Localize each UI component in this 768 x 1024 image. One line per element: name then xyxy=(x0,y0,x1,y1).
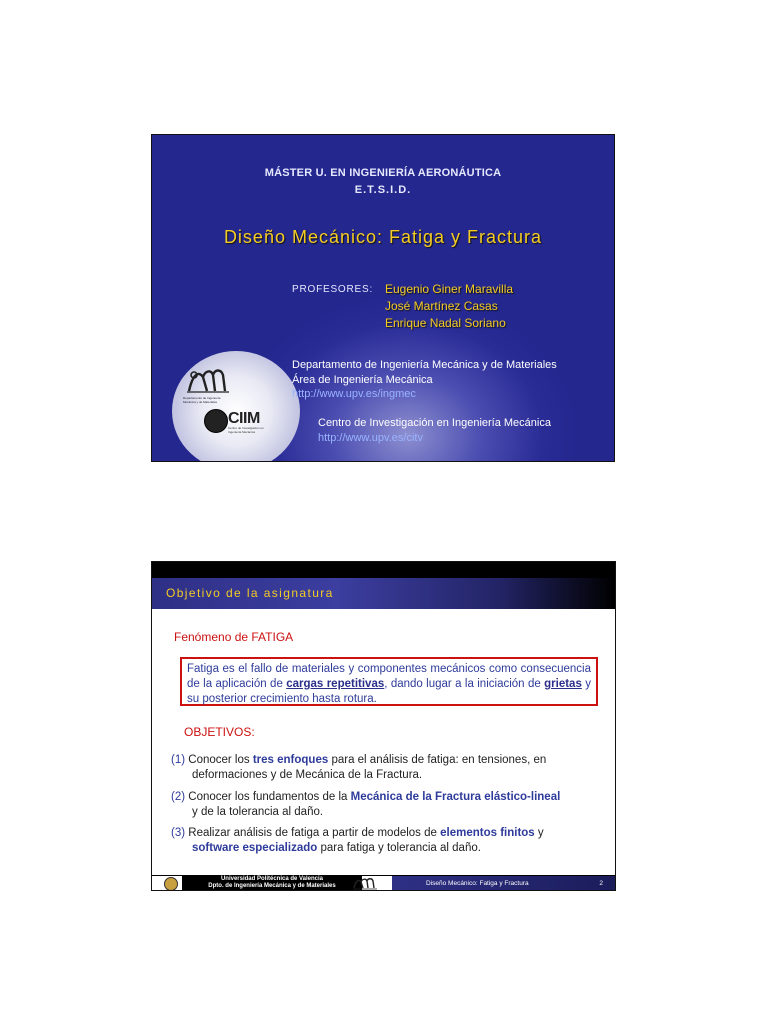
definition-text: , dando lugar a la iniciación de xyxy=(384,678,545,690)
ciim-logo: CIIM xyxy=(228,410,260,427)
professor-name: José Martínez Casas xyxy=(385,299,498,313)
objective-number: (1) xyxy=(171,754,186,766)
center-link[interactable]: http://www.upv.es/citv xyxy=(318,432,423,444)
dimm-logo-icon xyxy=(185,367,231,397)
footer-course: Diseño Mecánico: Fatiga y Fractura xyxy=(426,880,529,887)
footer-university: Universidad Politécnica de Valencia xyxy=(220,876,324,882)
ciim-logo-caption: Centro de Investigación en Ingeniería Mecánica xyxy=(228,426,264,434)
objective-item xyxy=(171,826,609,856)
footer-course-bar xyxy=(392,876,615,891)
objective-text: Realizar análisis de fatiga a partir de modelos de xyxy=(185,827,441,839)
definition-text: Fatiga es el fallo de materiales y componentes mecánicos como consecuencia de la aplicación de xyxy=(187,663,591,690)
definition-highlight: grietas xyxy=(544,678,582,690)
objective-text: Conocer los xyxy=(185,754,253,766)
objective-number: (3) xyxy=(171,827,186,839)
objectives-slide xyxy=(151,561,616,891)
professor-name: Enrique Nadal Soriano xyxy=(385,316,506,330)
department-link[interactable]: http://www.upv.es/ingmec xyxy=(292,388,416,400)
dimm-logo-caption: Departamento de Ingeniería Mecánica y de Materiales xyxy=(183,396,221,404)
top-bar xyxy=(152,562,615,578)
slide-header xyxy=(152,578,615,609)
definition-highlight: cargas repetitivas xyxy=(286,678,385,690)
slide-footer xyxy=(152,875,615,891)
objective-highlight: Mecánica de la Fractura elástico-lineal xyxy=(350,791,561,803)
objective-line xyxy=(171,841,609,856)
objective-text: para fatiga y tolerancia al daño. xyxy=(317,842,481,854)
slide-title: Objetivo de la asignatura xyxy=(166,586,334,600)
footer-department: Dpto. de Ingeniería Mecánica y de Materiales xyxy=(208,883,336,889)
objective-item xyxy=(171,753,609,783)
objective-highlight: elementos finitos xyxy=(440,827,535,839)
ciim-seal-icon xyxy=(204,409,228,433)
page-number: 2 xyxy=(599,880,603,887)
objective-item xyxy=(171,790,609,820)
objective-text: y de la tolerancia al daño. xyxy=(192,806,324,818)
area-name: Área de Ingeniería Mecánica xyxy=(292,374,433,386)
department-name: Departamento de Ingeniería Mecánica y de Materiales xyxy=(292,359,557,371)
course-title: Diseño Mecánico: Fatiga y Fractura xyxy=(223,227,543,247)
center-name: Centro de Investigación en Ingeniería Mecánica xyxy=(318,417,551,429)
professor-name: Eugenio Giner Maravilla xyxy=(385,282,514,296)
school-name: E.T.S.I.D. xyxy=(354,184,412,196)
master-program: MÁSTER U. EN INGENIERÍA AERONÁUTICA xyxy=(264,167,502,179)
objective-text: para el análisis de fatiga: en tensiones, en xyxy=(328,754,547,766)
objective-text: y xyxy=(534,827,544,839)
title-slide xyxy=(151,134,615,462)
objective-text: Conocer los fundamentos de la xyxy=(185,791,351,803)
objective-text: deformaciones y de Mecánica de la Fractura. xyxy=(192,769,423,781)
university-seal-icon xyxy=(164,877,178,891)
objective-highlight: tres enfoques xyxy=(252,754,329,766)
dimm-footer-logo-icon xyxy=(352,877,378,890)
definition-text: y su posterior crecimiento hasta rotura. xyxy=(187,678,591,705)
objective-highlight: software especializado xyxy=(192,842,318,854)
objectives-heading: OBJETIVOS: xyxy=(184,725,255,739)
phenomenon-heading: Fenómeno de FATIGA xyxy=(174,630,294,644)
footer-institution xyxy=(182,876,362,891)
definition-box xyxy=(180,657,598,706)
professors-label: PROFESORES: xyxy=(292,284,374,295)
objective-number: (2) xyxy=(171,791,186,803)
